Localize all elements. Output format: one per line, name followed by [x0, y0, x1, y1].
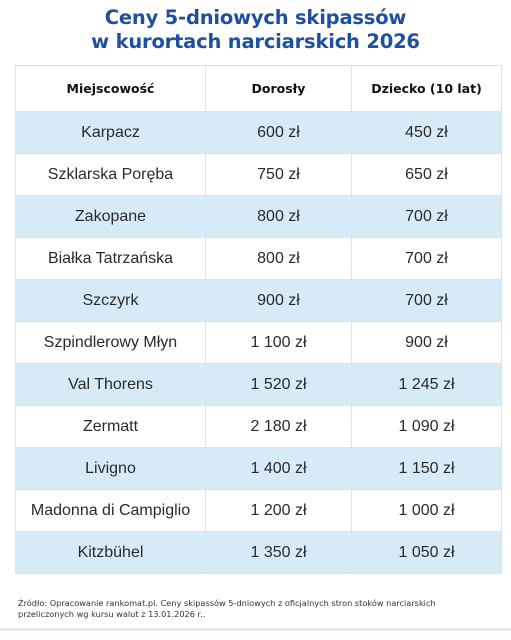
table-row	[16, 448, 502, 490]
resort-name: Szczyrk	[16, 280, 206, 322]
resort-name: Szpindlerowy Młyn	[16, 322, 206, 364]
bottom-divider	[0, 628, 511, 631]
child-price: 1 150 zł	[352, 448, 502, 490]
table-header-row	[16, 66, 502, 112]
resort-name: Livigno	[16, 448, 206, 490]
skipass-price-table	[15, 65, 502, 574]
adult-price: 1 350 zł	[206, 532, 352, 574]
table-row	[16, 406, 502, 448]
child-price: 700 zł	[352, 238, 502, 280]
resort-name: Karpacz	[16, 112, 206, 154]
adult-price: 750 zł	[206, 154, 352, 196]
adult-price: 1 400 zł	[206, 448, 352, 490]
adult-price: 2 180 zł	[206, 406, 352, 448]
table-row	[16, 196, 502, 238]
table-row	[16, 532, 502, 574]
adult-price: 900 zł	[206, 280, 352, 322]
adult-price: 800 zł	[206, 196, 352, 238]
adult-price: 800 zł	[206, 238, 352, 280]
page-title	[0, 6, 511, 54]
title-line-2: w kurortach narciarskich 2026	[91, 30, 420, 53]
adult-price: 1 100 zł	[206, 322, 352, 364]
table-row	[16, 238, 502, 280]
header-resort: Miejscowość	[16, 66, 206, 112]
child-price: 900 zł	[352, 322, 502, 364]
adult-price: 1 520 zł	[206, 364, 352, 406]
header-adult: Dorosły	[206, 66, 352, 112]
table-row	[16, 112, 502, 154]
child-price: 450 zł	[352, 112, 502, 154]
child-price: 1 090 zł	[352, 406, 502, 448]
child-price: 700 zł	[352, 196, 502, 238]
table-row	[16, 364, 502, 406]
table-row	[16, 322, 502, 364]
child-price: 700 zł	[352, 280, 502, 322]
resort-name: Val Thorens	[16, 364, 206, 406]
title-line-1: Ceny 5-dniowych skipassów	[104, 6, 407, 29]
child-price: 1 245 zł	[352, 364, 502, 406]
resort-name: Szklarska Poręba	[16, 154, 206, 196]
child-price: 1 050 zł	[352, 532, 502, 574]
adult-price: 600 zł	[206, 112, 352, 154]
table-row	[16, 280, 502, 322]
source-note: Źródło: Opracowanie rankomat.pl. Ceny skipassów 5-dniowych z oficjalnych stron stoków narciarskich przeliczonych wg kursu walut z 13.01.2026 r..	[18, 598, 436, 619]
table-row	[16, 154, 502, 196]
child-price: 650 zł	[352, 154, 502, 196]
header-child: Dziecko (10 lat)	[352, 66, 502, 112]
resort-name: Kitzbühel	[16, 532, 206, 574]
resort-name: Zakopane	[16, 196, 206, 238]
resort-name: Białka Tatrzańska	[16, 238, 206, 280]
adult-price: 1 200 zł	[206, 490, 352, 532]
resort-name: Zermatt	[16, 406, 206, 448]
child-price: 1 000 zł	[352, 490, 502, 532]
table-row	[16, 490, 502, 532]
resort-name: Madonna di Campiglio	[16, 490, 206, 532]
